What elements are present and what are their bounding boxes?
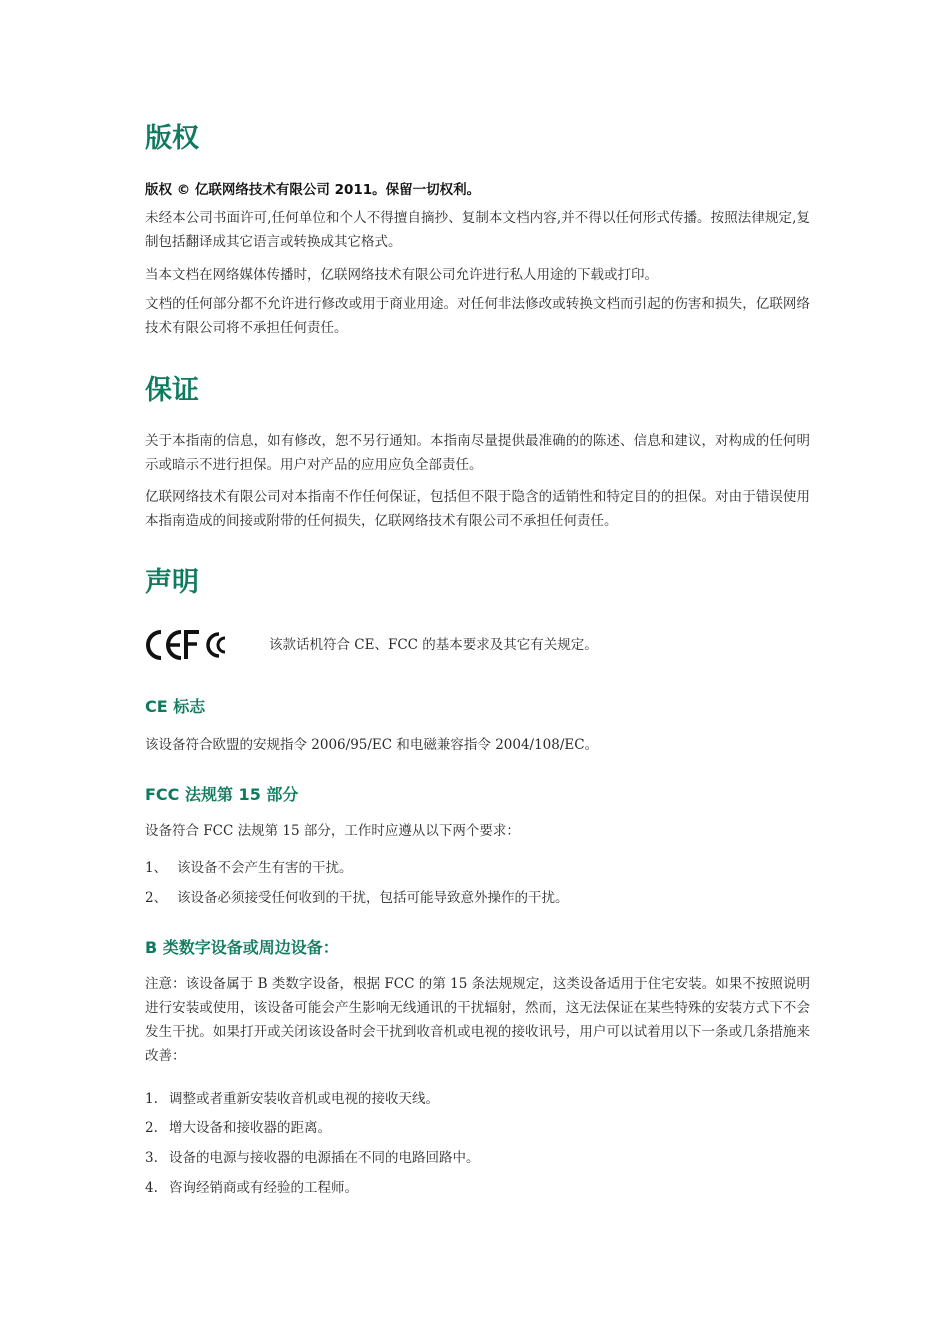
list-item (145, 1177, 358, 1199)
fcc-intro: 设备符合 FCC 法规第 15 部分，工作时应遵从以下两个要求： (145, 823, 520, 839)
copyright-paragraph-3: 文档的任何部分都不允许进行修改或用于商业用途。对任何非法修改或转换文档而引起的伤害和损失，亿联网络技术有限公司将不承担任何责任。 (145, 296, 810, 336)
warranty-paragraph-2: 亿联网络技术有限公司对本指南不作任何保证，包括但不限于隐含的适销性和特定目的的担保。对由于错误使用本指南造成的间接或附带的任何损失，亿联网络技术有限公司不承担任何责任。 (145, 489, 810, 529)
compliance-statement: 该款话机符合 CE、FCC 的基本要求及其它有关规定。 (269, 637, 598, 653)
list-item (145, 1117, 331, 1139)
fcc-heading: FCC 法规第 15 部分 (145, 785, 299, 804)
list-item-number: 4. (145, 1180, 158, 1196)
ce-fcc-logo (145, 628, 229, 662)
list-item-text: 该设备不会产生有害的干扰。 (177, 860, 353, 876)
list-item-number: 3. (145, 1150, 158, 1166)
copyright-statement: 版权 © 亿联网络技术有限公司 2011。保留一切权利。 (145, 182, 481, 198)
ce-mark-text: 该设备符合欧盟的安规指令 2006/95/EC 和电磁兼容指令 2004/108/EC。 (145, 737, 599, 753)
list-item-text: 该设备必须接受任何收到的干扰，包括可能导致意外操作的干扰。 (177, 890, 569, 906)
warranty-heading: 保证 (145, 375, 199, 406)
list-item (145, 1088, 439, 1110)
class-b-heading: B 类数字设备或周边设备： (145, 938, 339, 957)
list-item-number: 1. (145, 1091, 158, 1107)
list-item (145, 857, 353, 879)
declaration-heading: 声明 (145, 567, 199, 598)
list-item-text: 调整或者重新安装收音机或电视的接收天线。 (169, 1091, 439, 1107)
list-item-number: 2. (145, 1120, 158, 1136)
warranty-paragraph-1: 关于本指南的信息，如有修改，恕不另行通知。本指南尽量提供最准确的的陈述、信息和建议，对构成的任何明示或暗示不进行担保。用户对产品的应用应负全部责任。 (145, 433, 810, 473)
copyright-heading: 版权 (145, 123, 199, 154)
list-item-text: 咨询经销商或有经验的工程师。 (169, 1180, 358, 1196)
list-item-text: 设备的电源与接收器的电源插在不同的电路回路中。 (169, 1150, 480, 1166)
copyright-paragraph-2: 当本文档在网络媒体传播时，亿联网络技术有限公司允许进行私人用途的下载或打印。 (145, 267, 658, 283)
class-b-note: 注意：该设备属于 B 类数字设备，根据 FCC 的第 15 条法规规定，这类设备适用于住宅安装。如果不按照说明进行安装或使用，该设备可能会产生影响无线通讯的干扰辐射，然而，这无法保证在某些特殊的安装方式下不会发生干扰。如果打开或关闭该设备时会干扰到收音机或电视的接收讯号，用户可以试着用以下一条或几条措施来改善： (145, 976, 810, 1064)
ce-mark-heading: CE 标志 (145, 697, 206, 716)
list-item (145, 1147, 480, 1169)
list-item (145, 887, 569, 909)
copyright-paragraph-1: 未经本公司书面许可,任何单位和个人不得擅自摘抄、复制本文档内容,并不得以任何形式传播。按照法律规定,复制包括翻译成其它语言或转换成其它格式。 (145, 210, 810, 250)
list-item-number: 2、 (145, 890, 168, 906)
list-item-number: 1、 (145, 860, 168, 876)
list-item-text: 增大设备和接收器的距离。 (169, 1120, 331, 1136)
